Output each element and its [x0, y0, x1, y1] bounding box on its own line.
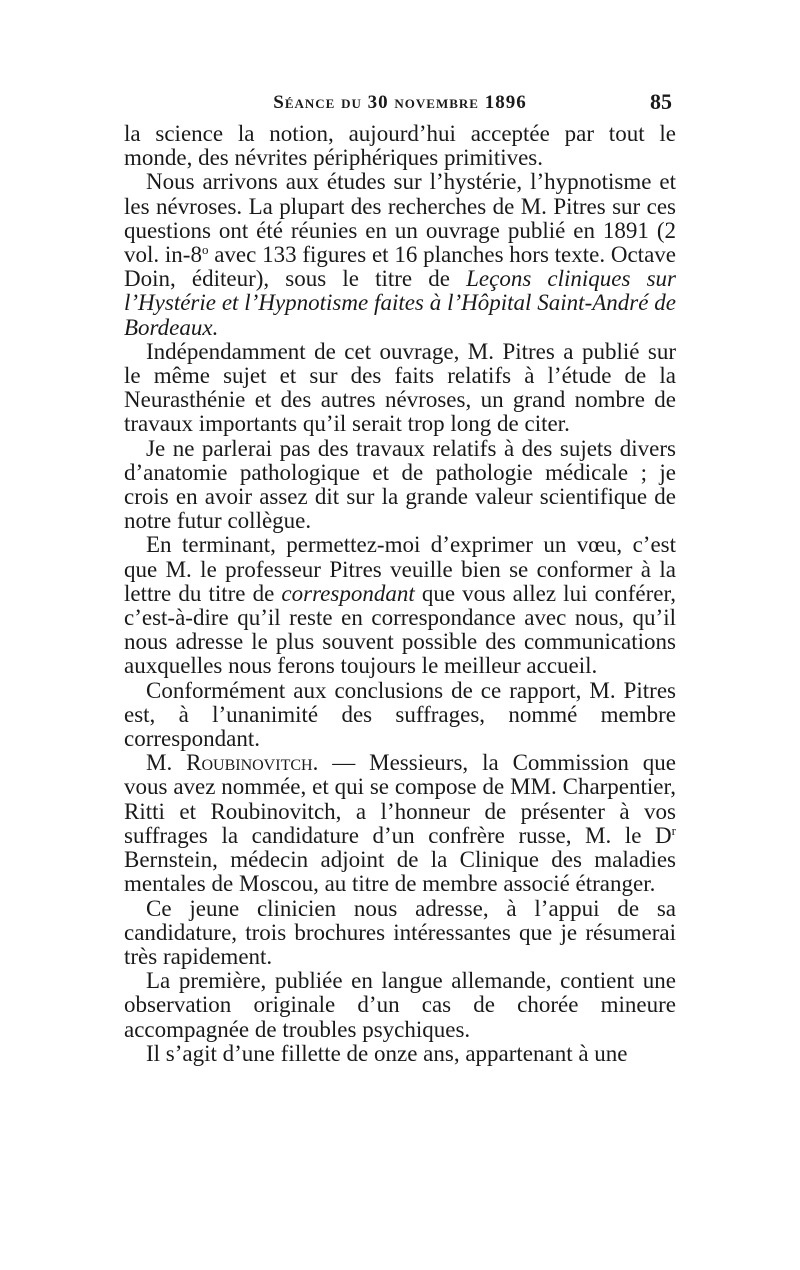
- text-segment: Bernstein, médecin adjoint de la Clinique des maladies mentales de Moscou, au titre de membre associé étranger.: [124, 847, 676, 897]
- text-segment: que vous allez lui conférer, c’est-à-dire qu’il reste en correspondance avec nous, qu’il nous adresse le plus souvent possible des communications auxquelles nous ferons toujours le meilleur accueil.: [124, 580, 676, 679]
- text-segment: M.: [146, 750, 187, 776]
- running-header: [122, 89, 678, 120]
- paragraph-p3: [124, 340, 676, 437]
- paragraph-p9: [124, 969, 676, 1042]
- text-segment: o: [201, 242, 209, 258]
- paragraph-p2: [124, 170, 676, 339]
- text-segment: Conformément aux conclusions de ce rapport, M. Pitres est, à l’unanimité des suffrages, nommé membre correspondant.: [124, 677, 676, 752]
- page-number: 85: [650, 89, 672, 114]
- text-segment: Nous arrivons aux études sur l’hystérie, l’hypnotisme et les névroses. La plupart des recherches de M. Pitres sur ces questions ont été réunies en un ouvrage publié en 1891 (2 vol. in-8: [124, 169, 676, 268]
- paragraph-p5: [124, 533, 676, 678]
- paragraph-p6: [124, 679, 676, 752]
- text-segment: avec 133 figures et 16 planches hors texte. Octave Doin, éditeur), sous le titre de: [124, 242, 676, 292]
- text-segment: la science la notion, aujourd’hui acceptée par tout le monde, des névrites périphériques primitives.: [124, 121, 676, 171]
- text-segment: . — Messieurs, la Commission que vous avez nommée, et qui se compose de MM. Charpentier, Ritti et Roubinovitch, a l’honneur de présenter à vos suffrages la candidature d’un confrère russe, M. le D: [124, 750, 677, 848]
- paragraph-p1: [124, 122, 676, 170]
- text-segment: Ce jeune clinicien nous adresse, à l’appui de sa candidature, trois brochures intéressantes que je résumerai très rapidement.: [124, 895, 676, 969]
- paragraph-p10: [124, 1042, 676, 1066]
- text-segment: Je ne parlerai pas des travaux relatifs à des sujets divers d’anatomie pathologique et de pathologie médicale ; je crois en avoir assez dit sur la grande valeur scientifique de notre futur collègue.: [124, 435, 676, 534]
- text-segment: Roubinovitch: [186, 750, 313, 776]
- text-segment: correspondant: [281, 580, 415, 606]
- body-text: [124, 122, 676, 1066]
- running-title: Séance du 30 novembre 1896: [273, 92, 527, 113]
- text-segment: Indépendamment de cet ouvrage, M. Pitres a publié sur le même sujet et sur des faits relatifs à l’étude de la Neurasthénie et des autres névroses, un grand nombre de travaux importants qu’il serait trop long de citer.: [124, 338, 676, 437]
- text-segment: En terminant, permettez-moi d’exprimer un vœu, c’est que M. le professeur Pitres veuille bien se conformer à la lettre du titre de: [124, 532, 676, 606]
- paragraph-p8: [124, 897, 676, 970]
- text-segment: r: [671, 822, 676, 838]
- paragraph-p7: [124, 751, 676, 896]
- text-segment: Il s’agit d’une fillette de onze ans, appartenant à une: [146, 1040, 628, 1066]
- text-segment: Leçons cliniques sur l’Hystérie et l’Hypnotisme faites à l’Hôpital Saint-André de Bordeaux.: [124, 266, 676, 340]
- text-segment: La première, publiée en langue allemande, contient une observation originale d’un cas de chorée mineure accompagnée de troubles psychiques.: [124, 968, 676, 1042]
- paragraph-p4: [124, 437, 676, 534]
